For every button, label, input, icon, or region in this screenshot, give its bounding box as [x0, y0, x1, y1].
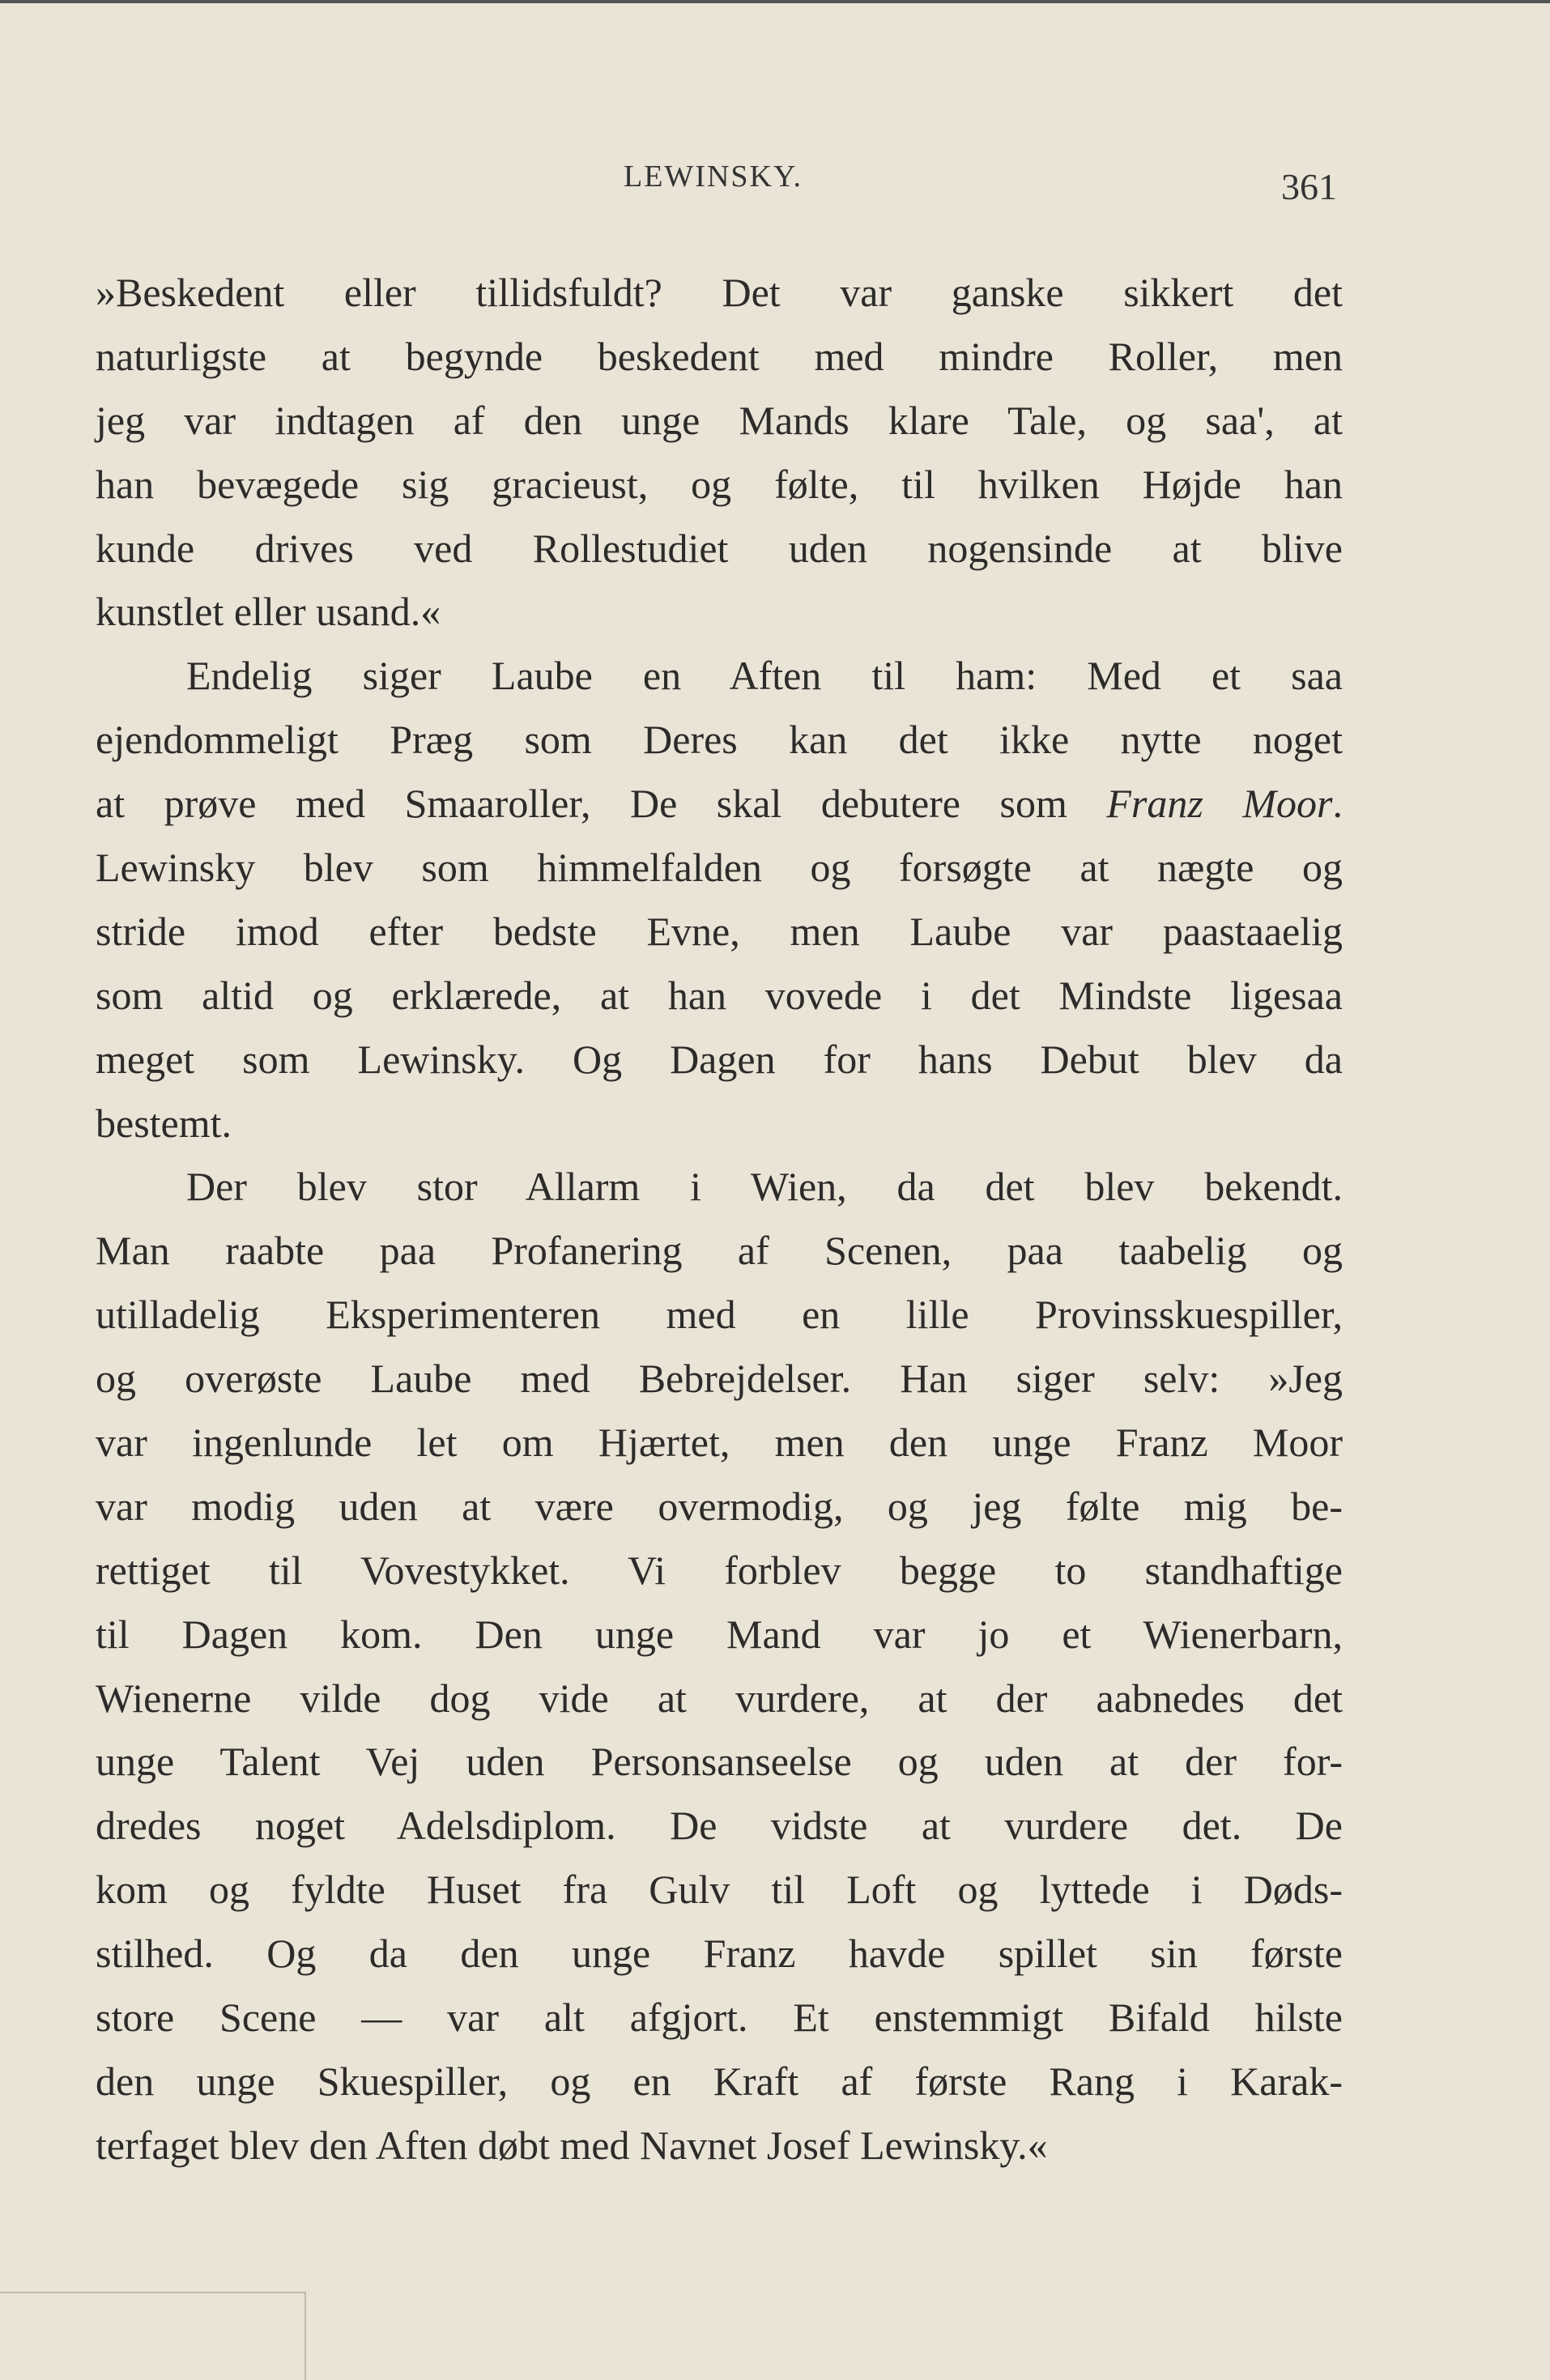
- text-line: Lewinsky blev som himmelfalden og forsøgte at nægte og: [96, 845, 1343, 891]
- text-line: utilladelig Eksperimenteren med en lille Provinsskuespiller,: [96, 1292, 1343, 1338]
- text-line: naturligste at begynde beskedent med mindre Roller, men: [96, 333, 1343, 379]
- paragraph-1: [96, 261, 1343, 644]
- text-line: jeg var indtagen af den unge Mands klare Tale, og saa', at: [96, 397, 1343, 443]
- text-line: Man raabte paa Profanering af Scenen, paa taabelig og: [96, 1228, 1343, 1274]
- text-line: var ingenlunde let om Hjærtet, men den unge Franz Moor: [96, 1420, 1343, 1466]
- page-number: 361: [1281, 166, 1337, 207]
- text-line: som altid og erklærede, at han vovede i det Mindste ligesaa: [96, 972, 1343, 1018]
- text-line: kunstlet eller usand.«: [96, 589, 441, 635]
- page-top-edge: [0, 0, 1550, 3]
- paragraph-2: [96, 644, 1343, 1155]
- text-line: »Beskedent eller tillidsfuldt? Det var ganske sikkert det: [96, 270, 1343, 315]
- text-line: stilhed. Og da den unge Franz havde spillet sin første: [96, 1931, 1343, 1977]
- text-line: kom og fyldte Huset fra Gulv til Loft og lyttede i Døds-: [96, 1867, 1343, 1913]
- text-line: meget som Lewinsky. Og Dagen for hans Debut blev da: [96, 1036, 1343, 1082]
- scan-edge-rule: [0, 2292, 304, 2293]
- text-line: stride imod efter bedste Evne, men Laube var paastaaelig: [96, 908, 1343, 954]
- text-segment: at prøve med Smaaroller, De skal debutere som: [96, 781, 1107, 827]
- paragraph-3: [96, 1155, 1343, 2177]
- text-line: den unge Skuespiller, og en Kraft af første Rang i Karak-: [96, 2058, 1343, 2104]
- text-line: rettiget til Vovestykket. Vi forblev begge to standhaftige: [96, 1547, 1343, 1593]
- text-segment: .: [1332, 781, 1343, 827]
- text-line: ejendommeligt Præg som Deres kan det ikke nytte noget: [96, 717, 1343, 763]
- text-line: kunde drives ved Rollestudiet uden nogensinde at blive: [96, 525, 1343, 571]
- text-line: terfaget blev den Aften døbt med Navnet Josef Lewinsky.«: [96, 2122, 1048, 2168]
- text-line: [96, 772, 1343, 836]
- text-line: Der blev stor Allarm i Wien, da det blev bekendt.: [186, 1164, 1343, 1210]
- text-line: bestemt.: [96, 1100, 232, 1146]
- scan-edge-mark: [304, 2292, 306, 2380]
- text-line: Wienerne vilde dog vide at vurdere, at der aabnedes det: [96, 1675, 1343, 1721]
- text-line: dredes noget Adelsdiplom. De vidste at vurdere det. De: [96, 1803, 1343, 1849]
- text-line: til Dagen kom. Den unge Mand var jo et Wienerbarn,: [96, 1611, 1343, 1657]
- italic-name: Franz Moor: [1106, 781, 1333, 827]
- running-title: LEWINSKY.: [624, 160, 803, 194]
- text-line: og overøste Laube med Bebrejdelser. Han siger selv: »Jeg: [96, 1356, 1343, 1402]
- text-line: Endelig siger Laube en Aften til ham: Med et saa: [186, 653, 1343, 699]
- text-line: unge Talent Vej uden Personsanseelse og uden at der for-: [96, 1739, 1343, 1785]
- body-text: [96, 261, 1343, 2178]
- text-line: han bevægede sig gracieust, og følte, til hvilken Højde han: [96, 461, 1343, 507]
- text-line: store Scene — var alt afgjort. Et enstemmigt Bifald hilste: [96, 1995, 1343, 2041]
- running-head: [0, 159, 1550, 207]
- text-line: var modig uden at være overmodig, og jeg følte mig be-: [96, 1483, 1343, 1529]
